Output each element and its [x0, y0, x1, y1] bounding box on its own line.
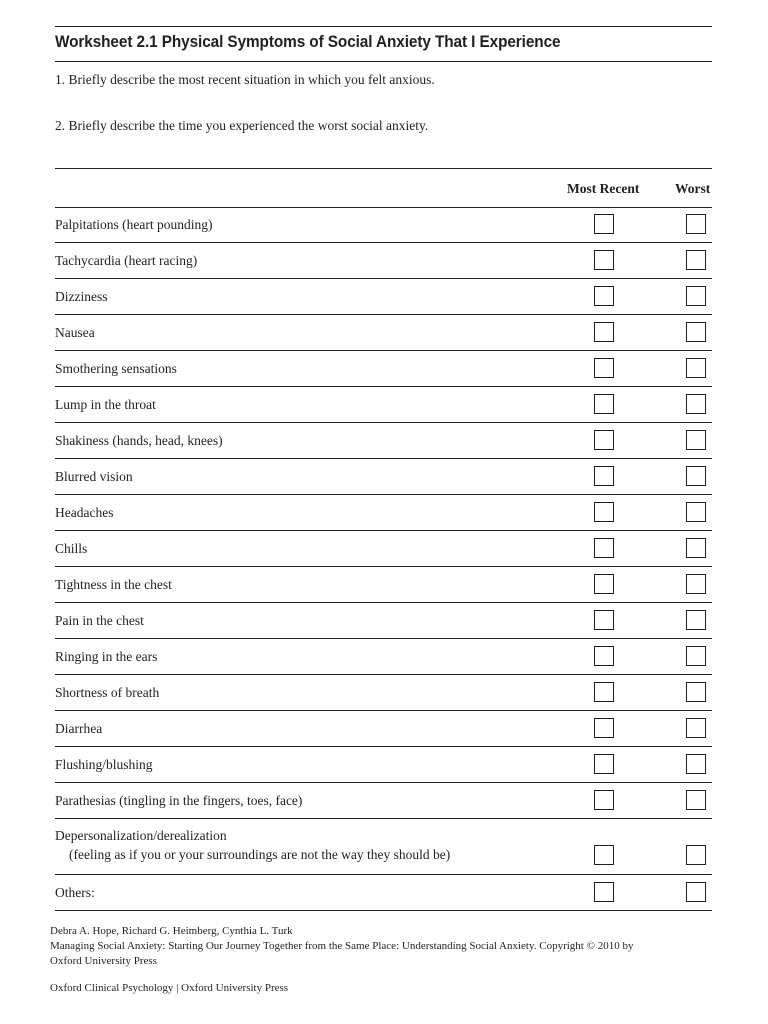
symptom-label-text: Depersonalization/derealization: [55, 828, 227, 843]
most-recent-checkbox[interactable]: [594, 646, 614, 666]
symptom-label: [55, 325, 95, 341]
symptom-label: [55, 577, 172, 593]
symptom-label: [55, 217, 212, 233]
table-row: [55, 783, 712, 819]
symptom-label-text: Others:: [55, 885, 95, 900]
symptom-label-text: Palpitations (heart pounding): [55, 217, 213, 232]
table-row: [55, 279, 712, 315]
worst-checkbox[interactable]: [686, 214, 706, 234]
question-1: 1. Briefly describe the most recent situation in which you felt anxious.: [55, 72, 435, 87]
most-recent-checkbox[interactable]: [594, 574, 614, 594]
symptom-sublabel: (feeling as if you or your surroundings are not the way they should be): [69, 847, 451, 862]
symptom-label-text: Shakiness (hands, head, knees): [55, 433, 223, 448]
most-recent-checkbox[interactable]: [594, 610, 614, 630]
most-recent-checkbox[interactable]: [594, 754, 614, 774]
worst-checkbox[interactable]: [686, 574, 706, 594]
footer-publisher: Oxford University Press: [50, 955, 157, 967]
symptom-label-text: Dizziness: [55, 289, 108, 304]
table-row: [55, 495, 712, 531]
most-recent-checkbox[interactable]: [594, 682, 614, 702]
footer-authors: Debra A. Hope, Richard G. Heimberg, Cynthia L. Turk: [50, 925, 293, 937]
symptom-label: [55, 541, 87, 557]
symptom-label-text: Headaches: [55, 505, 114, 520]
symptom-label: [55, 469, 133, 485]
most-recent-checkbox[interactable]: [594, 394, 614, 414]
most-recent-checkbox[interactable]: [594, 718, 614, 738]
table-row: [55, 675, 712, 711]
symptom-label: [55, 757, 153, 773]
symptom-label: [55, 361, 177, 377]
symptom-label-text: Chills: [55, 541, 88, 556]
most-recent-checkbox[interactable]: [594, 845, 614, 865]
worst-checkbox[interactable]: [686, 538, 706, 558]
worst-checkbox[interactable]: [686, 502, 706, 522]
title-rule: [55, 61, 712, 62]
most-recent-checkbox[interactable]: [594, 250, 614, 270]
table-row: [55, 711, 712, 747]
column-header-worst: Worst: [675, 181, 711, 196]
most-recent-checkbox[interactable]: [594, 538, 614, 558]
table-row: [55, 423, 712, 459]
symptom-label-text: Blurred vision: [55, 469, 133, 484]
symptom-label: [55, 613, 144, 629]
table-row: [55, 531, 712, 567]
worst-checkbox[interactable]: [686, 358, 706, 378]
symptom-label: [55, 793, 302, 809]
worst-checkbox[interactable]: [686, 286, 706, 306]
symptom-label-text: Smothering sensations: [55, 361, 177, 376]
table-row: [55, 567, 712, 603]
symptom-label: [55, 828, 450, 863]
symptom-label-text: Diarrhea: [55, 721, 103, 736]
most-recent-checkbox[interactable]: [594, 882, 614, 902]
top-rule: [55, 26, 712, 27]
worst-checkbox[interactable]: [686, 790, 706, 810]
symptom-label-text: Ringing in the ears: [55, 649, 158, 664]
footer-series: Oxford Clinical Psychology | Oxford University Press: [50, 982, 289, 994]
symptom-label-text: Tightness in the chest: [55, 577, 172, 592]
worst-checkbox[interactable]: [686, 718, 706, 738]
most-recent-checkbox[interactable]: [594, 430, 614, 450]
column-header-most-recent: Most Recent: [567, 181, 640, 196]
most-recent-checkbox[interactable]: [594, 466, 614, 486]
footer-book-title: Managing Social Anxiety: Starting Our Journey Together from the Same Place: Understanding Social Anxiety. Copyright © 2010 by: [50, 940, 634, 952]
symptom-label: [55, 433, 223, 449]
table-row: [55, 747, 712, 783]
worst-checkbox[interactable]: [686, 466, 706, 486]
symptom-label-text: Shortness of breath: [55, 685, 160, 700]
table-row: [55, 207, 712, 243]
symptom-label: [55, 649, 157, 665]
worst-checkbox[interactable]: [686, 646, 706, 666]
symptom-label: [55, 885, 95, 901]
most-recent-checkbox[interactable]: [594, 358, 614, 378]
symptom-label-text: Nausea: [55, 325, 95, 340]
table-top-rule: [55, 168, 712, 169]
most-recent-checkbox[interactable]: [594, 502, 614, 522]
worst-checkbox[interactable]: [686, 430, 706, 450]
table-row: [55, 875, 712, 911]
symptom-label: [55, 505, 113, 521]
question-2: 2. Briefly describe the time you experienced the worst social anxiety.: [55, 118, 429, 133]
table-row: [55, 387, 712, 423]
symptom-label: [55, 289, 107, 305]
table-row: [55, 819, 712, 875]
table-row: [55, 351, 712, 387]
most-recent-checkbox[interactable]: [594, 286, 614, 306]
worst-checkbox[interactable]: [686, 845, 706, 865]
most-recent-checkbox[interactable]: [594, 214, 614, 234]
table-row: [55, 459, 712, 495]
symptom-label-text: Tachycardia (heart racing): [55, 253, 198, 268]
most-recent-checkbox[interactable]: [594, 322, 614, 342]
table-row: [55, 603, 712, 639]
worst-checkbox[interactable]: [686, 250, 706, 270]
worst-checkbox[interactable]: [686, 882, 706, 902]
worksheet-title: Worksheet 2.1 Physical Symptoms of Social Anxiety That I Experience: [55, 33, 561, 51]
table-row: [55, 639, 712, 675]
symptom-label: [55, 721, 102, 737]
table-row: [55, 315, 712, 351]
worst-checkbox[interactable]: [686, 754, 706, 774]
symptom-label-text: Lump in the throat: [55, 397, 156, 412]
table-row: [55, 243, 712, 279]
worst-checkbox[interactable]: [686, 322, 706, 342]
symptom-label-text: Flushing/blushing: [55, 757, 153, 772]
symptom-label: [55, 253, 197, 269]
most-recent-checkbox[interactable]: [594, 790, 614, 810]
symptom-label: [55, 397, 156, 413]
symptom-label-text: Parathesias (tingling in the fingers, toes, face): [55, 793, 303, 808]
worst-checkbox[interactable]: [686, 610, 706, 630]
worst-checkbox[interactable]: [686, 682, 706, 702]
worst-checkbox[interactable]: [686, 394, 706, 414]
symptom-label: [55, 685, 159, 701]
symptom-label-text: Pain in the chest: [55, 613, 144, 628]
